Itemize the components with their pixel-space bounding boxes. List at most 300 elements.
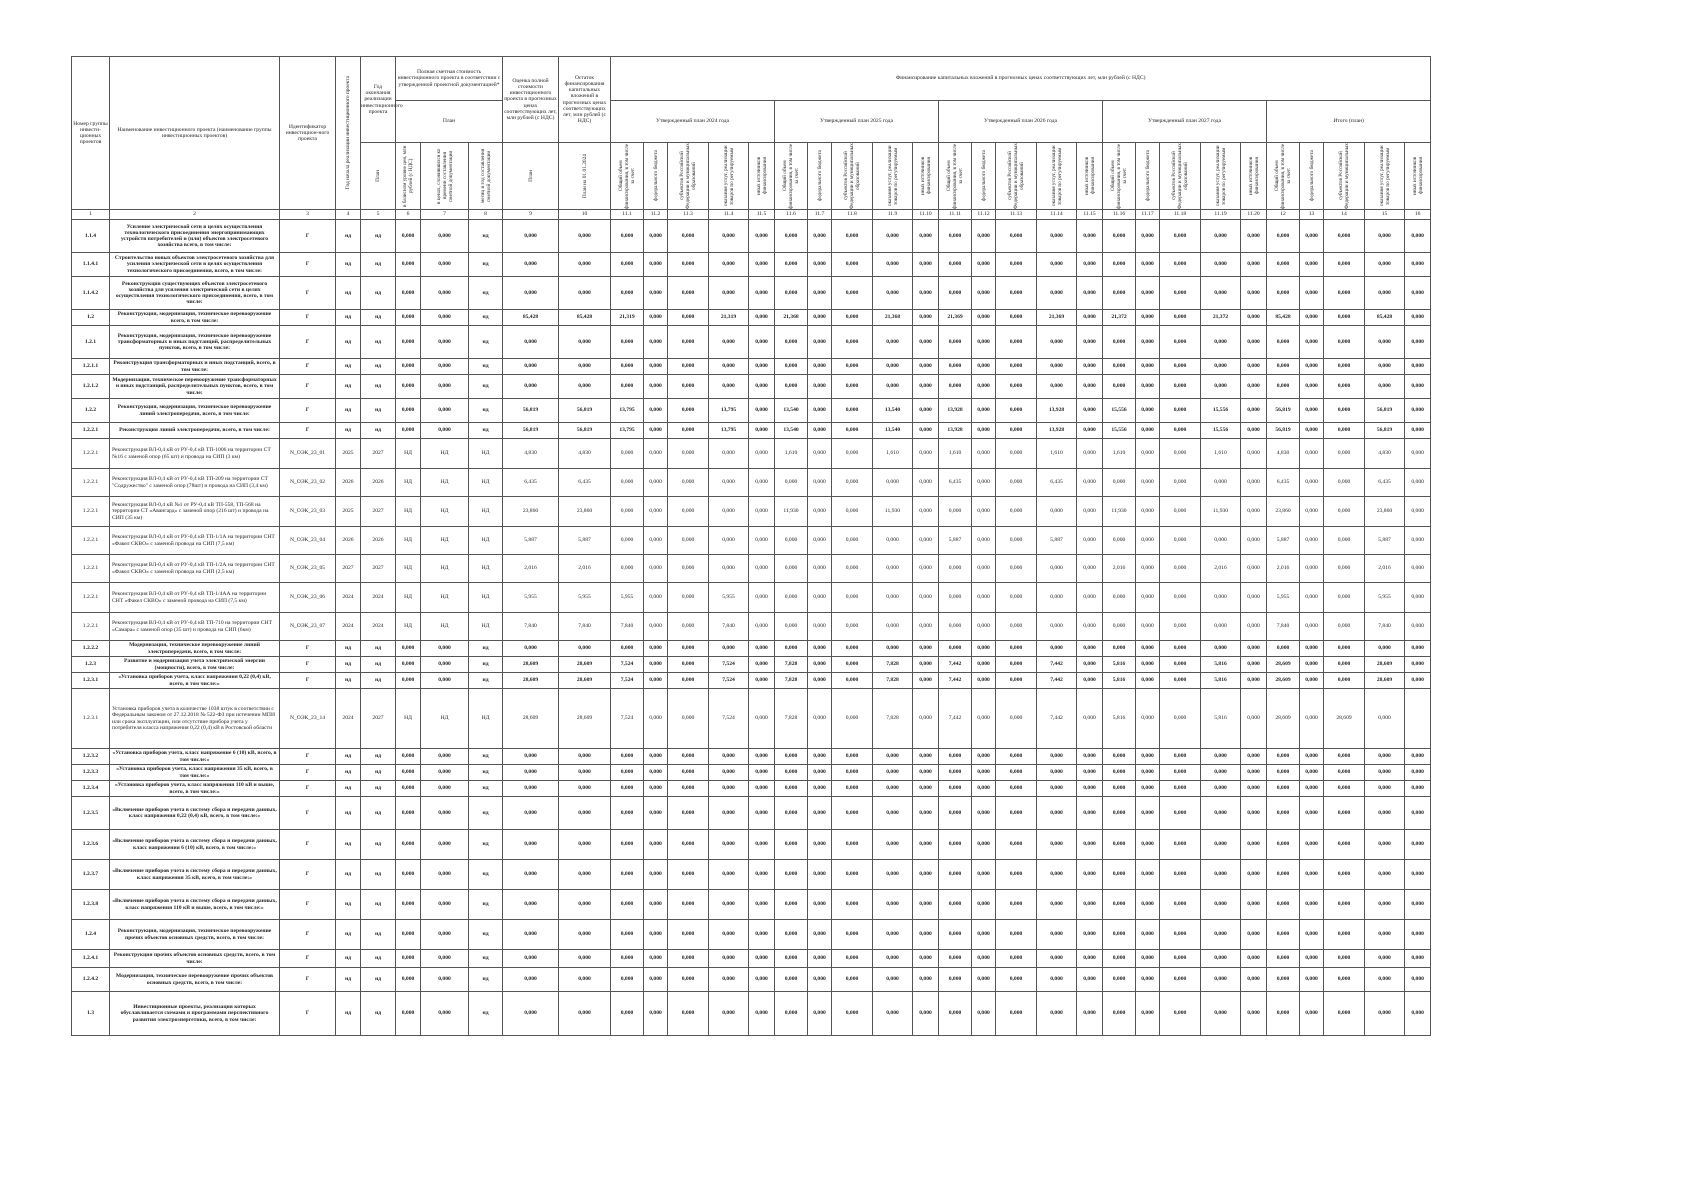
column-number: 11.4 [709,210,749,220]
row-2027-value: 0,000 [1241,310,1267,326]
row-2024-value: 13,795 [709,399,749,423]
row-end-year: 2027 [361,555,396,583]
row-2025-value: 0,000 [913,326,939,359]
row-2026-value: 0,000 [1077,797,1103,830]
row-2025-value: 0,000 [913,950,939,968]
row-total-value: 0,000 [1324,968,1365,992]
row-2027-value: 0,000 [1136,992,1160,1036]
row-2024-value: 0,000 [749,497,775,527]
row-total-value: 0,000 [1267,749,1300,765]
row-2026-value: 0,000 [1077,641,1103,657]
column-number: 7 [421,210,469,220]
row-cost-estimate: 0,000 [503,890,559,920]
column-number: 2 [110,210,280,220]
row-name: Реконструкция, модернизация, техническое перевооружение всего, в том числе: [110,310,280,326]
row-2025-value: 13,540 [873,399,913,423]
row-2025-value: 7,828 [873,657,913,673]
row-2025-value: 0,000 [832,310,873,326]
row-total-value: 0,000 [1324,439,1365,469]
row-2026-value: 0,000 [939,968,972,992]
table-row [72,277,1431,310]
row-2026-value: 0,000 [1077,765,1103,781]
row-2024-value: 0,000 [644,781,668,797]
row-name: Реконструкция ВЛ-0,4 кВ от РУ-0,4 кВ ТП-1/1А на территории СНТ «Факел СКВО» с заменой провода на СИП (7,5 км) [110,527,280,555]
table-row [72,968,1431,992]
row-total-value: 28,609 [1365,673,1405,689]
row-total-value: 0,000 [1267,950,1300,968]
row-name: «Включение приборов учета в систему сбора и передачи данных, класс напряжения 110 кВ и выше, всего, в том числе:» [110,890,280,920]
row-2026-value: 0,000 [1037,555,1077,583]
row-2024-value: 5,955 [611,583,644,613]
row-2024-value: 0,000 [611,830,644,860]
row-total-value: 0,000 [1300,359,1324,375]
row-total-value: 0,000 [1405,749,1431,765]
row-base-price: 0,000 [396,310,421,326]
row-2027-value: 15,556 [1201,423,1241,439]
row-2026-value: 0,000 [972,277,996,310]
row-2027-value: 21,372 [1201,310,1241,326]
row-2025-value: 0,000 [832,326,873,359]
row-total-value: 0,000 [1324,765,1365,781]
row-project-id: Г [280,641,336,657]
row-2027-value: 0,000 [1160,830,1201,860]
row-cost-estimate: 0,000 [503,641,559,657]
row-2024-value: 0,000 [749,423,775,439]
row-2024-value: 0,000 [611,749,644,765]
row-total-value: 0,000 [1324,781,1365,797]
row-total-value: 0,000 [1405,527,1431,555]
row-total-value: 0,000 [1365,220,1405,253]
row-2024-value: 0,000 [749,797,775,830]
row-remaining: 0,000 [559,641,611,657]
row-remaining: 28,609 [559,689,611,749]
table-row [72,749,1431,765]
row-total-value: 0,000 [1267,830,1300,860]
row-2026-value: 0,000 [972,992,996,1036]
row-2025-value: 0,000 [832,950,873,968]
row-2024-value: 13,795 [611,423,644,439]
row-2024-value: 0,000 [611,992,644,1036]
row-2025-value: 0,000 [832,399,873,423]
row-total-value: 0,000 [1300,310,1324,326]
table-row [72,765,1431,781]
row-total-value: 0,000 [1365,992,1405,1036]
row-total-value: 0,000 [1324,469,1365,497]
row-2027-value: 0,000 [1241,253,1267,277]
column-number: 11.3 [668,210,709,220]
row-2026-value: 0,000 [1037,277,1077,310]
hdr-cost-estimate-plan: План [503,143,559,210]
row-end-year: нд [361,399,396,423]
row-code: 1.2.2.1 [72,423,110,439]
row-2024-value: 0,000 [668,830,709,860]
row-2026-value: 0,000 [1077,310,1103,326]
row-start-year: 2024 [336,689,361,749]
row-2024-value: 0,000 [668,950,709,968]
row-base-price: 0,000 [396,749,421,765]
row-total-value: 6,435 [1267,469,1300,497]
row-remaining: 7,840 [559,613,611,641]
row-2025-value: 0,000 [832,277,873,310]
column-number: 11.11 [939,210,972,220]
row-2024-value: 0,000 [644,797,668,830]
row-cost-estimate: 0,000 [503,950,559,968]
table-row [72,992,1431,1036]
row-end-year: нд [361,968,396,992]
row-2025-value: 0,000 [775,781,808,797]
row-total-value: 0,000 [1405,439,1431,469]
row-2027-value: 2,016 [1103,555,1136,583]
row-2027-value: 0,000 [1160,992,1201,1036]
row-2027-value: 0,000 [1136,657,1160,673]
row-total-value: 0,000 [1405,423,1431,439]
row-2024-value: 0,000 [644,469,668,497]
row-name: Установка приборов учета в количестве 1038 штук в соответствии с Федеральным законом от 27.12.2018 № 522-ФЗ при истечении МПИ или срока эксплуатации, или отсутствие прибора учета у потребителя класса напряжения 0,22 (0,4) кВ в Ростовской области [110,689,280,749]
row-2026-value: 0,000 [939,749,972,765]
row-total-value: 0,000 [1300,968,1324,992]
row-total-value: 0,000 [1324,890,1365,920]
row-2027-value: 0,000 [1160,689,1201,749]
row-base-price: 0,000 [396,326,421,359]
row-2026-value: 0,000 [996,613,1037,641]
row-start-year: 2024 [336,583,361,613]
row-2025-value: 13,540 [775,423,808,439]
row-2024-value: 0,000 [749,469,775,497]
row-2024-value: 0,000 [749,399,775,423]
row-2026-value: 0,000 [1077,583,1103,613]
row-end-year: 2026 [361,469,396,497]
row-2027-value: 0,000 [1103,992,1136,1036]
row-2026-value: 0,000 [1077,860,1103,890]
hdr-end-year-plan: План [361,143,396,210]
row-total-value: 0,000 [1267,920,1300,950]
row-2027-value: 0,000 [1241,860,1267,890]
row-2027-value: 0,000 [1241,765,1267,781]
row-2027-value: 0,000 [1241,920,1267,950]
row-2027-value: 0,000 [1241,326,1267,359]
row-code: 1.2.2.1 [72,439,110,469]
row-2024-value: 0,000 [668,860,709,890]
row-2026-value: 0,000 [996,359,1037,375]
table-row [72,375,1431,399]
row-2025-value: 21,368 [775,310,808,326]
row-cost-estimate: 0,000 [503,277,559,310]
row-total-value: 0,000 [1300,220,1324,253]
row-2024-value: 0,000 [709,277,749,310]
row-project-id: Г [280,359,336,375]
row-total-value: 0,000 [1324,277,1365,310]
row-estimate-price: НД [421,613,469,641]
row-total-value: 0,000 [1324,830,1365,860]
row-base-price: 0,000 [396,220,421,253]
row-total-value: 0,000 [1405,375,1431,399]
row-total-value: 0,000 [1300,527,1324,555]
row-total-value: 28,609 [1324,689,1365,749]
row-2025-value: 0,000 [775,220,808,253]
column-number: 3 [280,210,336,220]
table-row [72,583,1431,613]
row-total-value: 0,000 [1405,613,1431,641]
row-2024-value: 0,000 [644,439,668,469]
row-cost-estimate: 28,609 [503,673,559,689]
row-2025-value: 0,000 [913,359,939,375]
row-base-price: 0,000 [396,797,421,830]
row-cost-estimate: 0,000 [503,830,559,860]
row-2025-value: 0,000 [832,469,873,497]
row-estimate-date: НД [469,555,503,583]
row-name: Развитие и модернизация учета электрической энергии (мощности), всего, в том числе: [110,657,280,673]
row-2024-value: 0,000 [644,689,668,749]
column-number: 1 [72,210,110,220]
row-2025-value: 0,000 [913,555,939,583]
row-base-price: НД [396,583,421,613]
row-end-year: нд [361,359,396,375]
row-estimate-date: нд [469,657,503,673]
row-2025-value: 0,000 [832,749,873,765]
row-total-value: 0,000 [1300,830,1324,860]
row-end-year: нд [361,890,396,920]
row-2025-value: 0,000 [808,830,832,860]
column-number: 11.13 [996,210,1037,220]
row-estimate-price: НД [421,497,469,527]
row-2026-value: 0,000 [1077,555,1103,583]
table-row [72,497,1431,527]
row-name: Реконструкция ВЛ-0,4 кВ от РУ-0,4 кВ ТП-1006 на территории СТ №16 с заменой опор (65 шт) и провода на СИП (3 км) [110,439,280,469]
row-2026-value: 0,000 [1037,950,1077,968]
row-2027-value: 0,000 [1241,220,1267,253]
row-2025-value: 0,000 [913,860,939,890]
row-2027-value: 0,000 [1241,781,1267,797]
row-2024-value: 0,000 [668,890,709,920]
row-estimate-date: нд [469,253,503,277]
row-base-price: НД [396,527,421,555]
row-2026-value: 0,000 [1037,968,1077,992]
row-base-price: НД [396,497,421,527]
row-2025-value: 1,610 [775,439,808,469]
row-2026-value: 0,000 [996,310,1037,326]
row-2027-value: 0,000 [1160,765,1201,781]
row-total-value: 0,000 [1365,781,1405,797]
row-total-value: 0,000 [1365,749,1405,765]
row-2025-value: 0,000 [808,860,832,890]
row-2024-value: 0,000 [668,399,709,423]
row-2027-value: 0,000 [1241,359,1267,375]
hdr-2027-source-2: федерального бюджета [1136,143,1160,210]
row-2027-value: 0,000 [1160,423,1201,439]
row-estimate-date: нд [469,992,503,1036]
column-number: 11.10 [913,210,939,220]
row-end-year: нд [361,253,396,277]
row-start-year: нд [336,950,361,968]
row-total-value: 56,819 [1365,399,1405,423]
row-2024-value: 0,000 [749,555,775,583]
row-2024-value: 0,000 [749,860,775,890]
row-2025-value: 0,000 [913,469,939,497]
row-2026-value: 13,928 [939,423,972,439]
row-estimate-date: нд [469,220,503,253]
row-total-value: 0,000 [1405,469,1431,497]
row-2026-value: 0,000 [1077,497,1103,527]
row-2026-value: 0,000 [1077,220,1103,253]
row-2024-value: 21,319 [709,310,749,326]
row-2026-value: 0,000 [939,641,972,657]
row-2027-value: 0,000 [1103,220,1136,253]
row-2026-value: 7,442 [939,689,972,749]
row-2026-value: 0,000 [996,439,1037,469]
row-2027-value: 0,000 [1136,673,1160,689]
row-total-value: 0,000 [1300,375,1324,399]
row-2026-value: 0,000 [996,555,1037,583]
row-2026-value: 0,000 [972,220,996,253]
column-number: 6 [396,210,421,220]
hdr-2026-source-2: федерального бюджета [972,143,996,210]
row-2024-value: 0,000 [709,527,749,555]
row-start-year: нд [336,657,361,673]
row-2027-value: 0,000 [1103,253,1136,277]
row-end-year: 2027 [361,439,396,469]
row-2024-value: 0,000 [611,439,644,469]
row-name: «Установка приборов учета, класс напряжение 6 (10) кВ, всего, в том числе:» [110,749,280,765]
column-number: 11.6 [775,210,808,220]
row-name: Модернизация, техническое перевооружение линий электропередачи, всего, в том числе: [110,641,280,657]
row-2025-value: 0,000 [775,968,808,992]
table-row [72,527,1431,555]
row-remaining: 56,819 [559,423,611,439]
row-start-year: нд [336,992,361,1036]
row-estimate-date: нд [469,797,503,830]
row-end-year: нд [361,673,396,689]
row-2026-value: 0,000 [996,497,1037,527]
row-remaining: 4,830 [559,439,611,469]
row-2024-value: 0,000 [644,326,668,359]
row-end-year: 2026 [361,527,396,555]
row-total-value: 0,000 [1267,253,1300,277]
row-project-id: N_ОЭК_23_06 [280,583,336,613]
row-2027-value: 0,000 [1241,439,1267,469]
row-2024-value: 0,000 [668,497,709,527]
row-estimate-date: нд [469,890,503,920]
row-cost-estimate: 0,000 [503,326,559,359]
row-base-price: 0,000 [396,423,421,439]
row-2024-value: 0,000 [611,375,644,399]
row-code: 1.2.4.2 [72,968,110,992]
column-number: 11.9 [873,210,913,220]
row-project-id: Г [280,830,336,860]
row-project-id: Г [280,310,336,326]
row-project-id: N_ОЭК_23_07 [280,613,336,641]
row-2027-value: 0,000 [1136,797,1160,830]
row-total-value: 0,000 [1324,326,1365,359]
row-2026-value: 0,000 [939,950,972,968]
row-2027-value: 0,000 [1241,423,1267,439]
row-total-value: 0,000 [1324,399,1365,423]
row-total-value: 0,000 [1267,781,1300,797]
row-name: «Включение приборов учета в систему сбора и передачи данных, класс напряжения 35 кВ, всего, в том числе:» [110,860,280,890]
row-2026-value: 0,000 [996,689,1037,749]
row-project-id: N_ОЭК_23_14 [280,689,336,749]
row-2024-value: 0,000 [644,359,668,375]
row-end-year: нд [361,992,396,1036]
row-base-price: НД [396,469,421,497]
row-2026-value: 0,000 [996,860,1037,890]
row-code: 1.2.3.4 [72,781,110,797]
row-total-value: 23,860 [1267,497,1300,527]
row-2027-value: 2,016 [1201,555,1241,583]
row-base-price: 0,000 [396,765,421,781]
row-2024-value: 0,000 [749,920,775,950]
row-2024-value: 0,000 [611,641,644,657]
row-2027-value: 0,000 [1160,968,1201,992]
row-total-value: 0,000 [1324,220,1365,253]
row-2026-value: 0,000 [996,423,1037,439]
row-total-value: 28,609 [1365,657,1405,673]
row-2024-value: 0,000 [709,253,749,277]
row-2027-value: 0,000 [1241,890,1267,920]
row-name: «Установка приборов учета, класс напряжения 35 кВ, всего, в том числе:» [110,765,280,781]
row-2026-value: 0,000 [1037,920,1077,950]
row-2025-value: 0,000 [775,469,808,497]
row-total-value: 0,000 [1405,555,1431,583]
row-2027-value: 0,000 [1201,765,1241,781]
row-2027-value: 0,000 [1241,583,1267,613]
row-2024-value: 0,000 [611,527,644,555]
row-2026-value: 13,928 [1037,399,1077,423]
column-number: 11.8 [832,210,873,220]
row-2026-value: 0,000 [996,968,1037,992]
row-end-year: нд [361,950,396,968]
column-number: 11.16 [1103,210,1136,220]
row-2026-value: 0,000 [1077,359,1103,375]
row-2025-value: 0,000 [808,359,832,375]
row-total-value: 0,000 [1324,497,1365,527]
row-total-value: 28,609 [1267,657,1300,673]
row-estimate-date: нд [469,830,503,860]
row-start-year: нд [336,797,361,830]
row-base-price: НД [396,689,421,749]
row-2024-value: 0,000 [611,920,644,950]
row-2026-value: 0,000 [939,253,972,277]
row-estimate-date: нд [469,641,503,657]
table-row [72,641,1431,657]
row-2027-value: 0,000 [1136,830,1160,860]
row-2027-value: 0,000 [1201,781,1241,797]
row-2025-value: 0,000 [873,765,913,781]
row-estimate-price: 0,000 [421,797,469,830]
row-2024-value: 0,000 [644,641,668,657]
row-2026-value: 0,000 [1037,860,1077,890]
row-2024-value: 0,000 [668,220,709,253]
row-2025-value: 0,000 [913,375,939,399]
row-2025-value: 0,000 [775,830,808,860]
row-2027-value: 0,000 [1160,469,1201,497]
row-cost-estimate: 0,000 [503,749,559,765]
row-base-price: НД [396,613,421,641]
row-total-value: 0,000 [1300,613,1324,641]
row-2027-value: 0,000 [1241,277,1267,310]
row-2026-value: 0,000 [939,920,972,950]
row-2027-value: 0,000 [1160,613,1201,641]
row-2025-value: 0,000 [913,673,939,689]
row-2026-value: 0,000 [972,326,996,359]
row-2027-value: 0,000 [1103,830,1136,860]
table-row [72,469,1431,497]
row-2027-value: 0,000 [1103,375,1136,399]
row-total-value: 0,000 [1267,641,1300,657]
row-2026-value: 0,000 [972,310,996,326]
row-2025-value: 0,000 [775,920,808,950]
row-2025-value: 0,000 [832,527,873,555]
row-2025-value: 0,000 [808,439,832,469]
